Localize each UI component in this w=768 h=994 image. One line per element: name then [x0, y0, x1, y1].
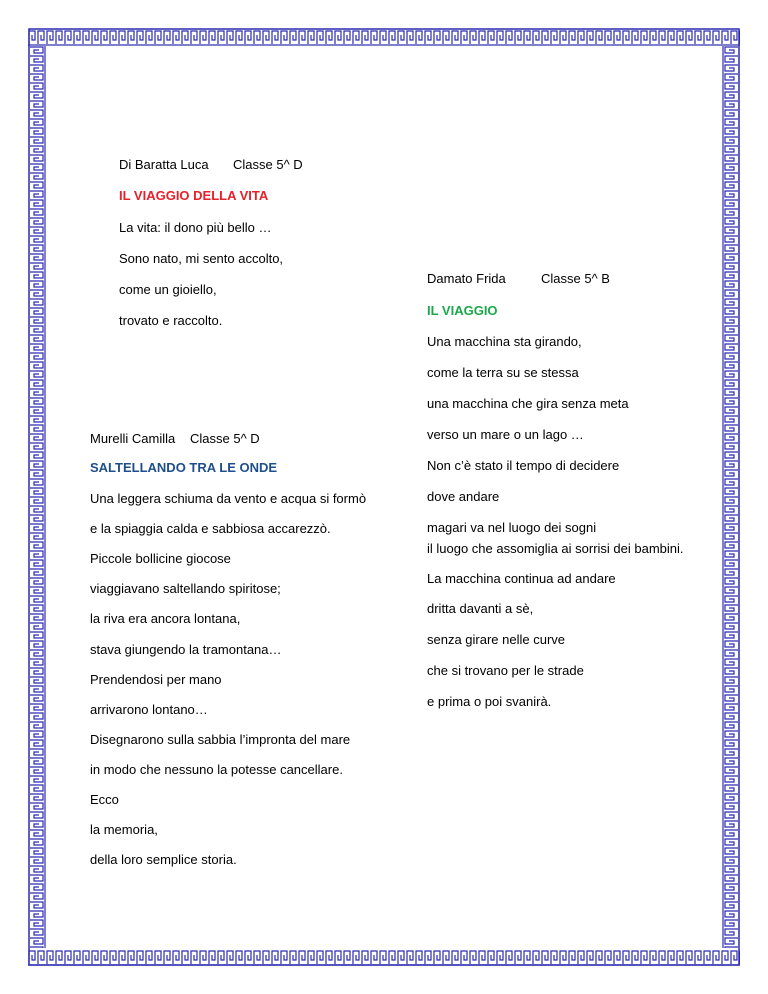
poem1-class: Classe 5^ D: [233, 157, 303, 172]
poem1-line: Sono nato, mi sento accolto,: [119, 251, 284, 266]
poem2-line: stava giungendo la tramontana…: [90, 642, 282, 657]
poem2-line: in modo che nessuno la potesse cancellare.: [90, 762, 343, 777]
poem2-line: Una leggera schiuma da vento e acqua si formò: [90, 491, 367, 506]
poem3-line: il luogo che assomiglia ai sorrisi dei bambini.: [427, 541, 684, 556]
poem2-line: Disegnarono sulla sabbia l’impronta del mare: [90, 732, 351, 747]
poem3-line: Non c’è stato il tempo di decidere: [427, 458, 620, 473]
poem3-title: IL VIAGGIO: [427, 303, 498, 318]
poem1-author: Di Baratta Luca: [119, 157, 209, 172]
poem2-line: Prendendosi per mano: [90, 672, 222, 687]
poem3-line: che si trovano per le strade: [427, 663, 584, 678]
poem1-line: trovato e raccolto.: [119, 313, 223, 328]
poem3-line: senza girare nelle curve: [427, 632, 566, 647]
poem3-line: Una macchina sta girando,: [427, 334, 582, 349]
poem2-class: Classe 5^ D: [190, 431, 260, 446]
poem3-line: magari va nel luogo dei sogni: [427, 520, 597, 535]
poem3-line: verso un mare o un lago …: [427, 427, 584, 442]
poem2-line: e la spiaggia calda e sabbiosa accarezzò.: [90, 521, 331, 536]
poem2-line: della loro semplice storia.: [90, 852, 237, 867]
poem3-line: come la terra su se stessa: [427, 365, 579, 380]
poem3-line: dritta davanti a sè,: [427, 601, 534, 616]
poem2-line: arrivarono lontano…: [90, 702, 208, 717]
poem3-class: Classe 5^ B: [541, 271, 610, 286]
poem1-title: IL VIAGGIO DELLA VITA: [119, 188, 269, 203]
poem3-author: Damato Frida: [427, 271, 506, 286]
poem1-line: come un gioiello,: [119, 282, 217, 297]
poem1-line: La vita: il dono più bello …: [119, 220, 272, 235]
poem2-line: Piccole bollicine giocose: [90, 551, 231, 566]
poem2-line: la riva era ancora lontana,: [90, 611, 241, 626]
poem2-title: SALTELLANDO TRA LE ONDE: [90, 460, 278, 475]
poem3-line: dove andare: [427, 489, 500, 504]
poem2-line: la memoria,: [90, 822, 158, 837]
poem2-line: Ecco: [90, 792, 119, 807]
poem2-line: viaggiavano saltellando spiritose;: [90, 581, 281, 596]
poem3-line: La macchina continua ad andare: [427, 571, 616, 586]
poem3-line: una macchina che gira senza meta: [427, 396, 629, 411]
poem3-line: e prima o poi svanirà.: [427, 694, 552, 709]
poem2-author: Murelli Camilla: [90, 431, 176, 446]
